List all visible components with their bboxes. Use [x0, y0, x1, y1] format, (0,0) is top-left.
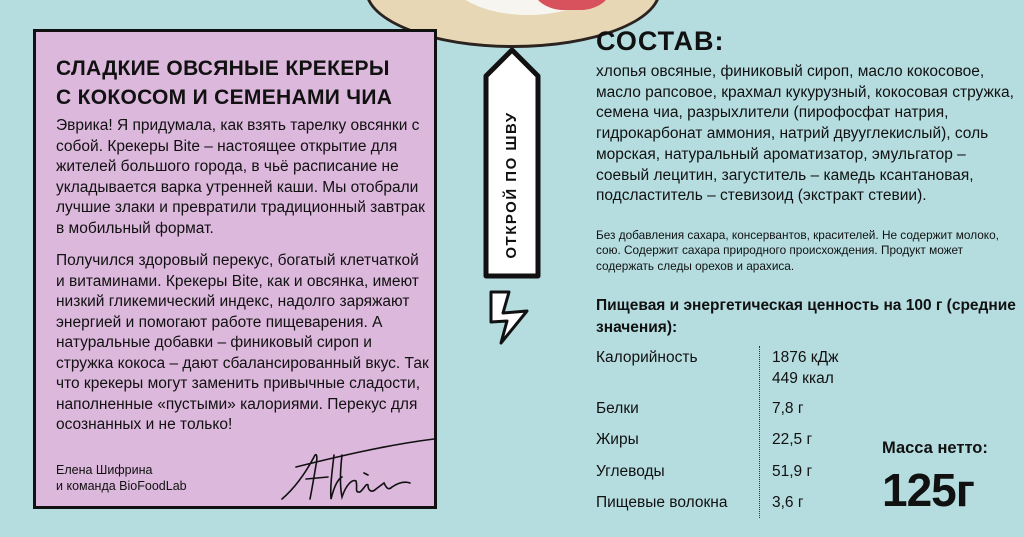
- net-weight-label: Масса нетто:: [882, 439, 988, 457]
- product-title-line1: СЛАДКИЕ ОВСЯНЫЕ КРЕКЕРЫ: [56, 57, 390, 80]
- composition-title: СОСТАВ:: [596, 26, 725, 56]
- nutrition-value-calories: [772, 347, 838, 389]
- author-team: и команда BioFoodLab: [56, 479, 187, 493]
- author-credit: [56, 462, 187, 494]
- net-weight-value: 125г: [882, 464, 974, 516]
- product-title-line2: С КОКОСОМ И СЕМЕНАМИ ЧИА: [56, 86, 393, 109]
- nutrition-value-carbs: 51,9 г: [772, 463, 813, 480]
- lightning-icon: [487, 289, 533, 345]
- open-here-label: ОТКРОЙ ПО ШВУ: [503, 111, 520, 259]
- description-paragraph-2: Получился здоровый перекус, богатый клетчаткой и витаминами. Крекеры Bite, как и овсянка, имеют низкий гликемический индекс, надолго заряжают энергией и помогают работе пищеварения. А натуральные добавки – финиковый сироп и стружка кокоса – дают сбалансированный вкус. Так что крекеры могут заменить привычные сладости, наполненные «пустыми» калориями. Перекус для осознанных и не только!: [56, 252, 429, 433]
- table-divider: [759, 346, 760, 518]
- nutrition-label-calories: Калорийность: [596, 349, 698, 366]
- nutrition-label-protein: Белки: [596, 400, 639, 417]
- nutrition-label-carbs: Углеводы: [596, 463, 665, 480]
- description-card: [33, 29, 437, 509]
- description-paragraph-1: Эврика! Я придумала, как взять тарелку овсянки с собой. Крекеры Bite – настоящее открытие для жителей большого города, в чьё расписание не укладывается варка утренней каши. Мы отобрали лучшие злаки и превратили традиционный завтрак в мобильный формат.: [56, 117, 425, 237]
- nutrition-value-kj: 1876 кДж: [772, 349, 839, 366]
- nutrition-title: Пищевая и энергетическая ценность на 100 г (средние значения):: [596, 297, 1016, 336]
- product-title: [56, 54, 426, 112]
- nutrition-label-fat: Жиры: [596, 431, 639, 448]
- author-name: Елена Шифрина: [56, 463, 153, 477]
- allergen-note: Без добавления сахара, консервантов, красителей. Не содержит молоко, сою. Содержит сахара природного происхождения. Продукт может содержать следы орехов и арахиса.: [596, 228, 999, 273]
- nutrition-value-kcal: 449 ккал: [772, 370, 834, 387]
- nutrition-value-fiber: 3,6 г: [772, 494, 804, 511]
- nutrition-value-protein: 7,8 г: [772, 400, 804, 417]
- handwritten-signature: [276, 437, 436, 507]
- nutrition-value-fat: 22,5 г: [772, 431, 813, 448]
- composition-text: хлопья овсяные, финиковый сироп, масло кокосовое, масло рапсовое, крахмал кукурузный, кокосовая стружка, семена чиа, разрыхлители (пирофосфат натрия, гидрокарбонат аммония, натрий двууглекислый), соль морская, натуральный ароматизатор, эмульгатор – соевый лецитин, загуститель – камедь ксантановая, подсластитель – стевизоид (экстракт стевии).: [596, 63, 1014, 205]
- nutrition-label-fiber: Пищевые волокна: [596, 494, 728, 511]
